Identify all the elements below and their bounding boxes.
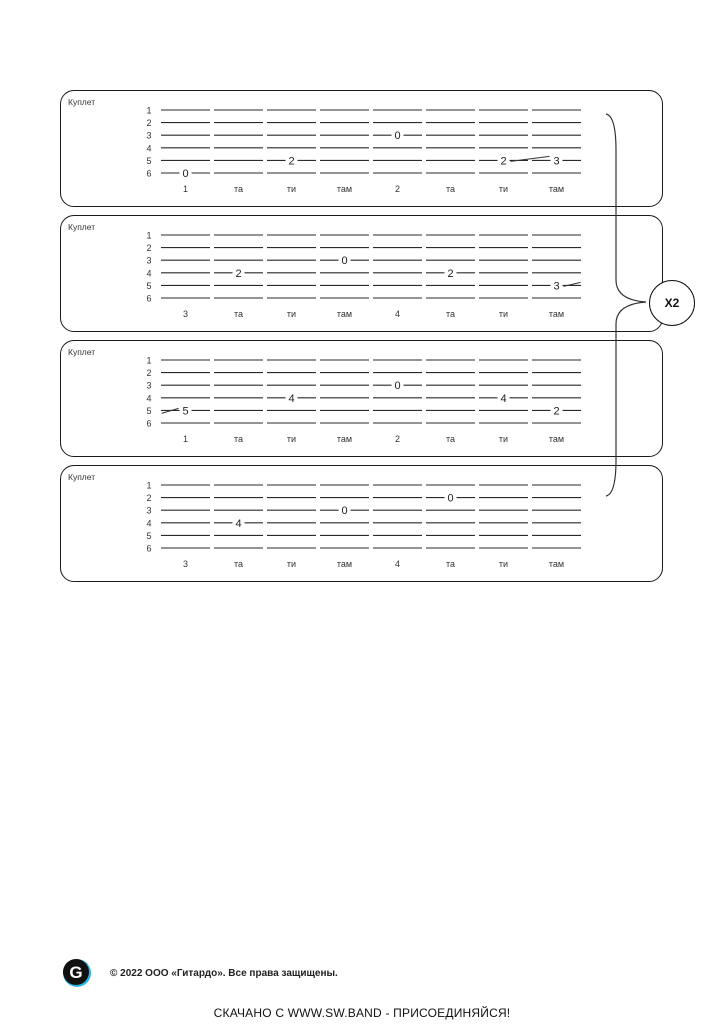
tab-bar-4 [60,465,663,582]
string-number: 3 [146,255,152,266]
section-label: Куплет [68,97,96,107]
string-number: 1 [146,105,152,116]
string-number: 1 [146,480,152,491]
beat-count: ти [498,559,509,569]
fret-number: 2 [447,267,454,280]
fret-number: 2 [553,405,560,418]
fret-number: 0 [394,130,401,143]
beat-count: 1 [182,184,189,194]
fret-number: 4 [235,517,242,530]
string-number: 2 [146,368,152,379]
beat-count: там [336,184,353,194]
beat-count: ти [498,184,509,194]
fret-number: 4 [288,392,295,405]
tab-staff [61,341,664,458]
beat-count: ти [286,434,297,444]
string-number: 3 [146,130,152,141]
download-banner: СКАЧАНО С WWW.SW.BAND - ПРИСОЕДИНЯЙСЯ! [213,1006,511,1020]
fret-number: 0 [341,255,348,268]
string-number: 5 [146,530,152,541]
fret-number: 2 [235,267,242,280]
fret-number: 3 [553,155,560,168]
string-number: 4 [146,268,152,279]
tab-bar-1 [60,90,663,207]
string-number: 3 [146,505,152,516]
string-number: 3 [146,380,152,391]
beat-count: там [336,434,353,444]
logo-letter: G [69,963,83,982]
section-label: Куплет [68,222,96,232]
fret-number: 0 [394,380,401,393]
gitardo-logo-icon [62,958,92,988]
beat-count: ти [498,309,509,319]
string-number: 5 [146,280,152,291]
beat-count: 1 [182,434,189,444]
string-number: 2 [146,243,152,254]
beat-count: ти [286,184,297,194]
beat-count: там [548,434,565,444]
beat-count: там [548,309,565,319]
fret-number: 4 [500,392,507,405]
string-number: 2 [146,493,152,504]
beat-count: та [233,434,244,444]
beat-count: 4 [394,309,401,319]
string-number: 4 [146,393,152,404]
tab-staff [61,216,664,333]
beat-count: 2 [394,184,401,194]
repeat-count-badge: X2 [649,280,695,326]
beat-count: та [445,559,456,569]
beat-count: 3 [182,309,189,319]
beat-count: 3 [182,559,189,569]
fret-number: 2 [500,155,507,168]
string-number: 4 [146,143,152,154]
beat-count: там [336,309,353,319]
tab-staff [61,91,664,208]
tab-bar-2 [60,215,663,332]
string-number: 6 [146,418,152,429]
string-number: 5 [146,155,152,166]
beat-count: та [445,184,456,194]
fret-number: 3 [553,280,560,293]
beat-count: ти [498,434,509,444]
tab-bar-3 [60,340,663,457]
fret-number: 0 [182,168,189,180]
string-number: 5 [146,405,152,416]
repeat-brace [596,110,656,500]
string-number: 6 [146,168,152,179]
beat-count: та [445,434,456,444]
copyright-notice: © 2022 ООО «Гитардо». Все права защищены. [110,968,338,979]
section-label: Куплет [68,347,96,357]
beat-count: там [336,559,353,569]
fret-number: 0 [341,505,348,518]
section-label: Куплет [68,472,96,482]
beat-count: 2 [394,434,401,444]
string-number: 4 [146,518,152,529]
string-number: 1 [146,355,152,366]
string-number: 6 [146,293,152,304]
beat-count: та [233,184,244,194]
string-number: 6 [146,543,152,554]
beat-count: там [548,184,565,194]
beat-count: 4 [394,559,401,569]
tab-staff [61,466,664,583]
string-number: 2 [146,118,152,129]
beat-count: та [233,309,244,319]
fret-number: 2 [288,155,295,168]
beat-count: там [548,559,565,569]
fret-number: 5 [182,405,189,418]
string-number: 1 [146,230,152,241]
beat-count: ти [286,559,297,569]
fret-number: 0 [447,492,454,505]
beat-count: та [445,309,456,319]
beat-count: ти [286,309,297,319]
beat-count: та [233,559,244,569]
